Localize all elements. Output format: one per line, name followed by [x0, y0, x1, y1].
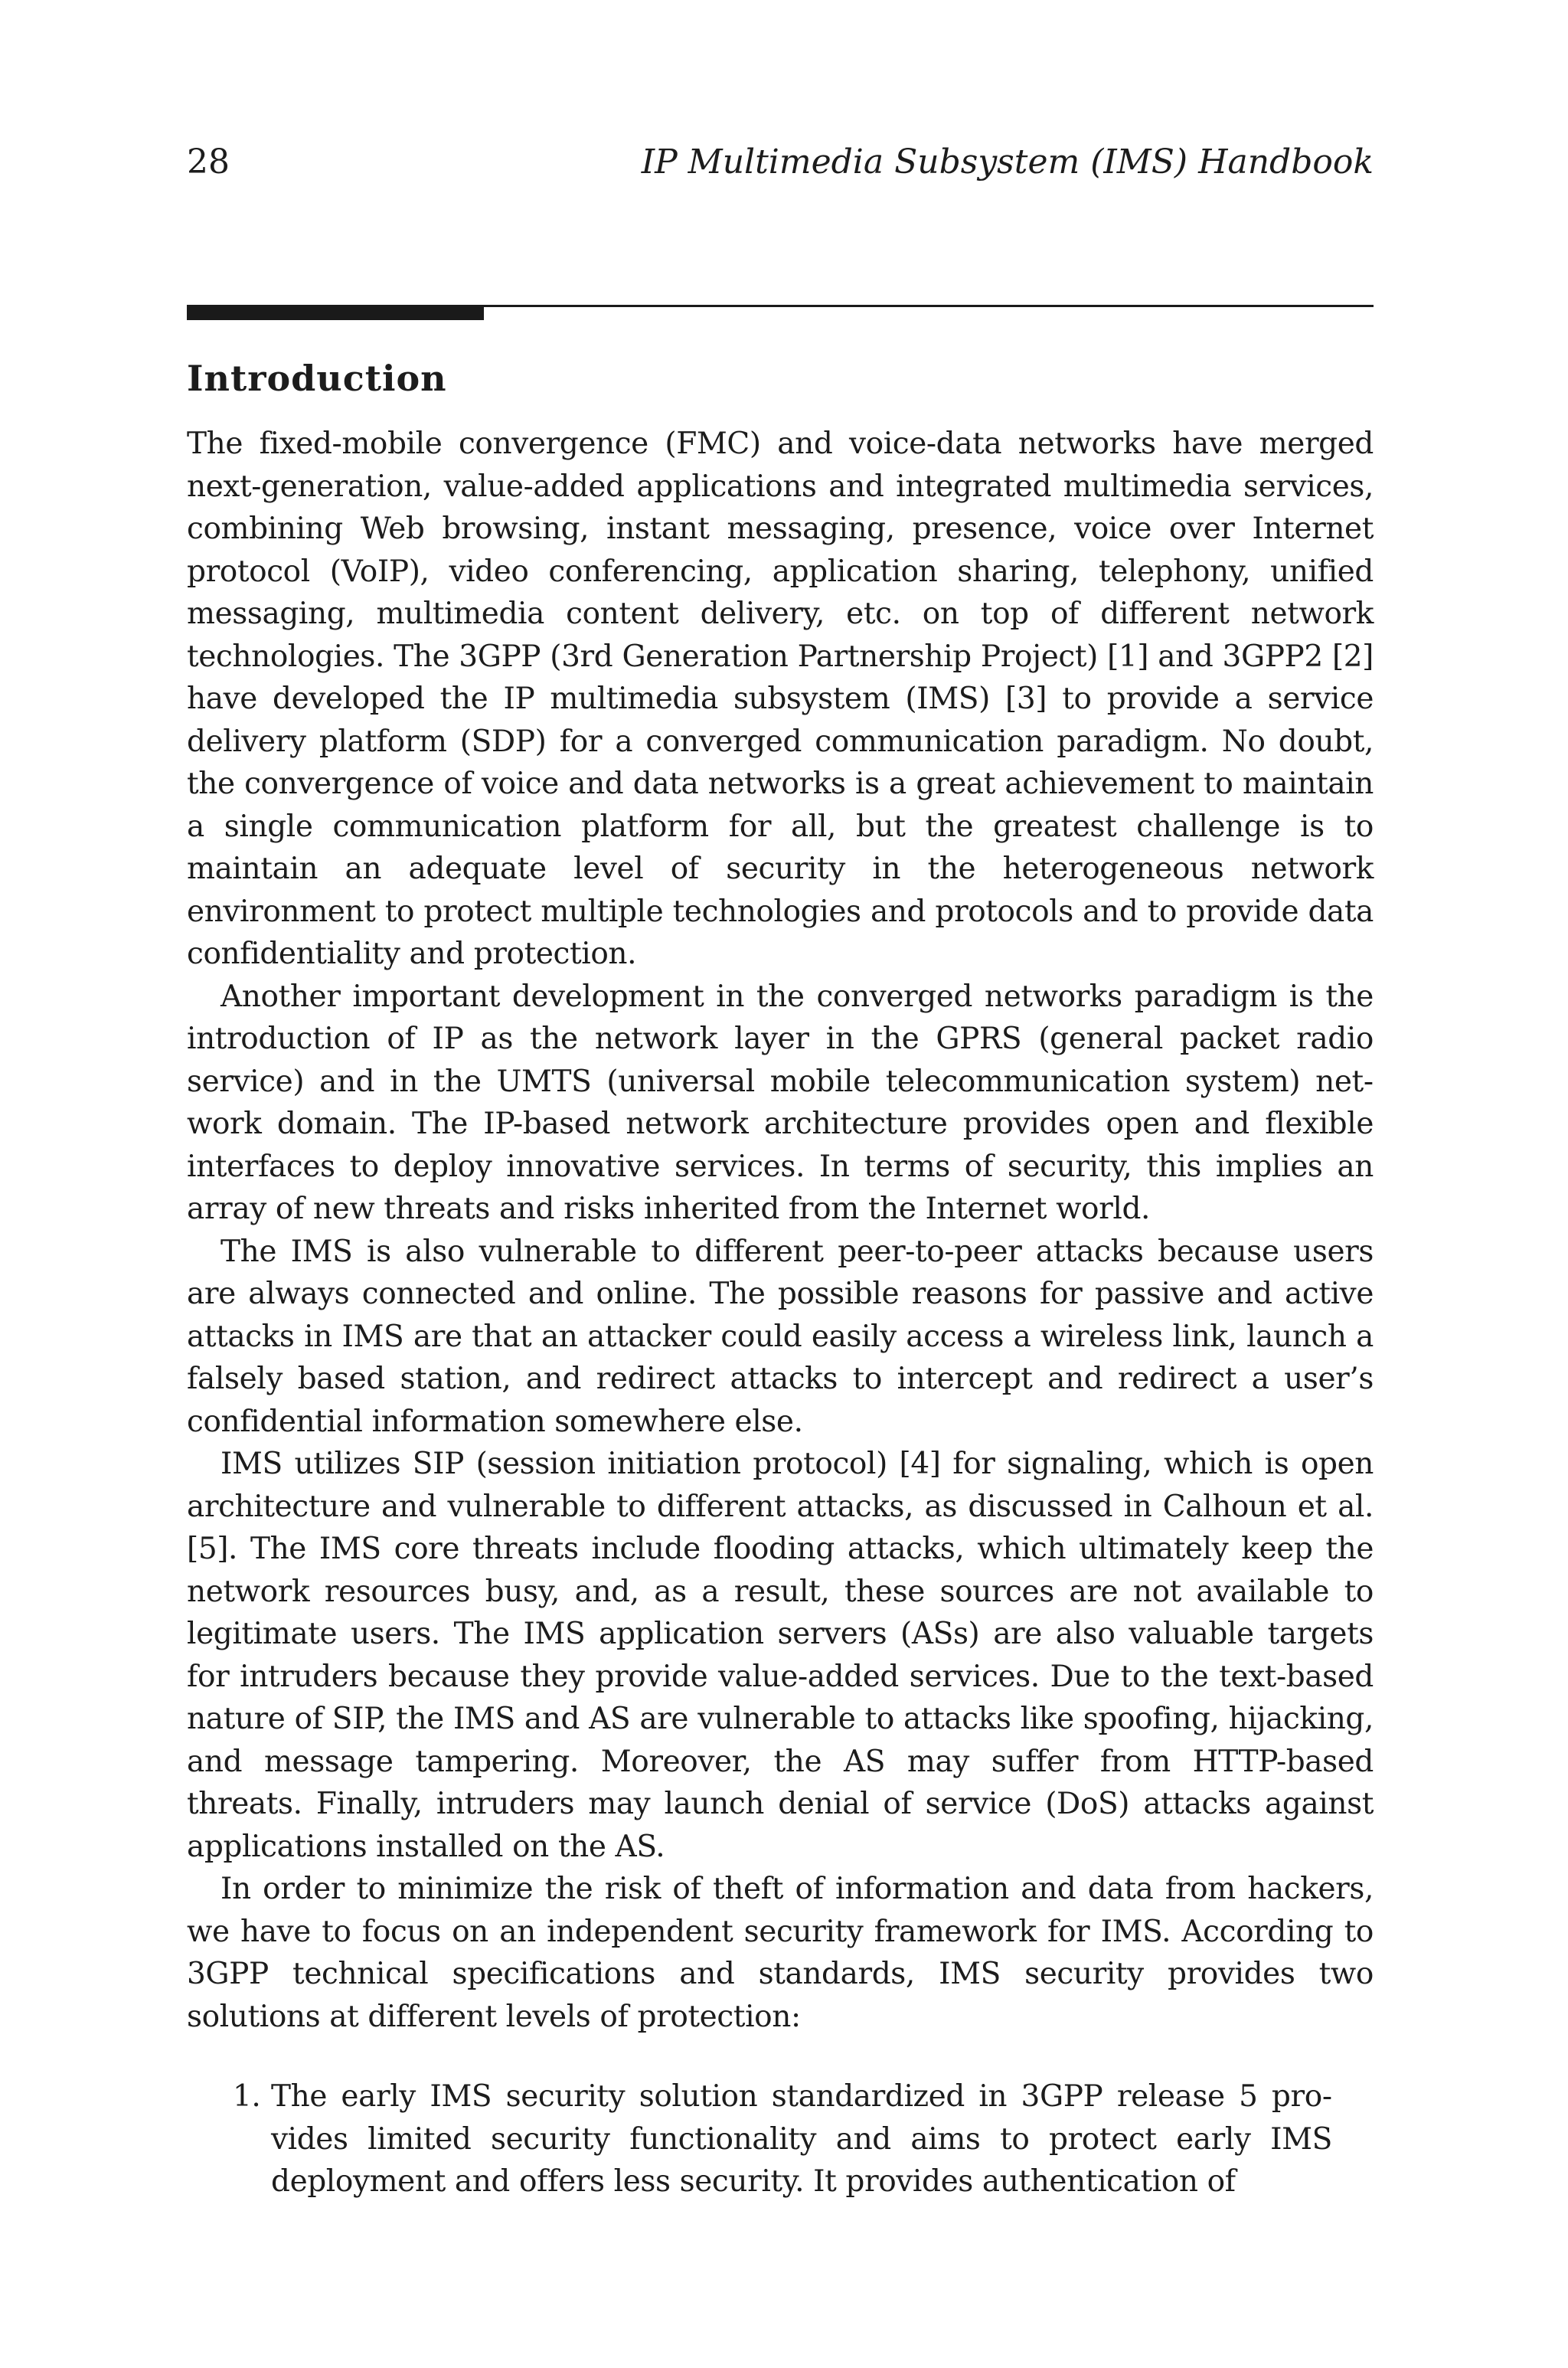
paragraph-1: The fixed-mobile convergence (FMC) and voice-data networks have merged next-generation, value-added applications and integrated multimedia services, combining Web browsing, instant messaging, presence, voice over Internet protocol (VoIP), video conferencing, application sharing, telephony, unified messaging, multimedia content delivery, etc. on top of different network technologies. The 3GPP (3rd Generation Partnership Project) [1] and 3GPP2 [2] have developed the IP multimedia subsystem (IMS) [3] to provide a service delivery platform (SDP) for a converged communication paradigm. No doubt, the convergence of voice and data networks is a great achievement to maintain a single communication platform for all, but the greatest challenge is to maintain an adequate level of security in the heterogeneous network environment to protect multiple technologies and protocols and to provide data confidentiality and protection. — [187, 427, 1374, 971]
list-item — [187, 2075, 1332, 2203]
running-head — [187, 139, 1374, 185]
paragraph-3: The IMS is also vulnerable to different peer-to-peer attacks because users are always connected and online. The possible reasons for passive and active attacks in IMS are that an attacker could easily access a wireless link, launch a falsely based station, and redirect attacks to intercept and redirect a user’s confidential information somewhere else. — [187, 1234, 1374, 1439]
list-item-text: The early IMS security solution standardized in 3GPP release 5 provides limited security functionality and aims to protect early IMS deployment and offers less security. It provides authentication of — [271, 2079, 1332, 2199]
numbered-list — [187, 2075, 1332, 2203]
running-title: IP Multimedia Subsystem (IMS) Handbook — [641, 142, 1374, 182]
paragraph-2: Another important development in the converged networks paradigm is the introduction of IP as the network layer in the GPRS (general packet radio service) and in the UMTS (universal mobile telecommunication system) network domain. The IP-based network architecture provides open and flexible interfaces to deploy innovative services. In terms of security, this implies an array of new threats and risks inherited from the Internet world. — [187, 979, 1374, 1226]
section-rule-thick — [187, 305, 484, 320]
page-number: 28 — [187, 142, 230, 182]
section-rule — [187, 305, 1374, 320]
section-heading: Introduction — [187, 358, 447, 399]
paragraph-5: In order to minimize the risk of theft of information and data from hackers, we have to focus on an independent security framework for IMS. According to 3GPP technical specifications and standards, IMS security provides two solutions at different levels of protection: — [187, 1872, 1374, 2034]
body-text — [187, 423, 1374, 2038]
paragraph-4: IMS utilizes SIP (session initiation protocol) [4] for signaling, which is open architecture and vulnerable to different attacks, as discussed in Calhoun et al. [5]. The IMS core threats include flooding attacks, which ultimately keep the network resources busy, and, as a result, these sources are not available to legitimate users. The IMS application servers (ASs) are also valuable targets for intruders because they provide value-added services. Due to the text-based nature of SIP, the IMS and AS are vulnerable to attacks like spoofing, hijacking, and message tampering. Moreover, the AS may suffer from HTTP-based threats. Finally, intruders may launch denial of service (DoS) attacks against applications installed on the AS. — [187, 1447, 1374, 1864]
list-item-marker: 1. — [233, 2079, 261, 2114]
